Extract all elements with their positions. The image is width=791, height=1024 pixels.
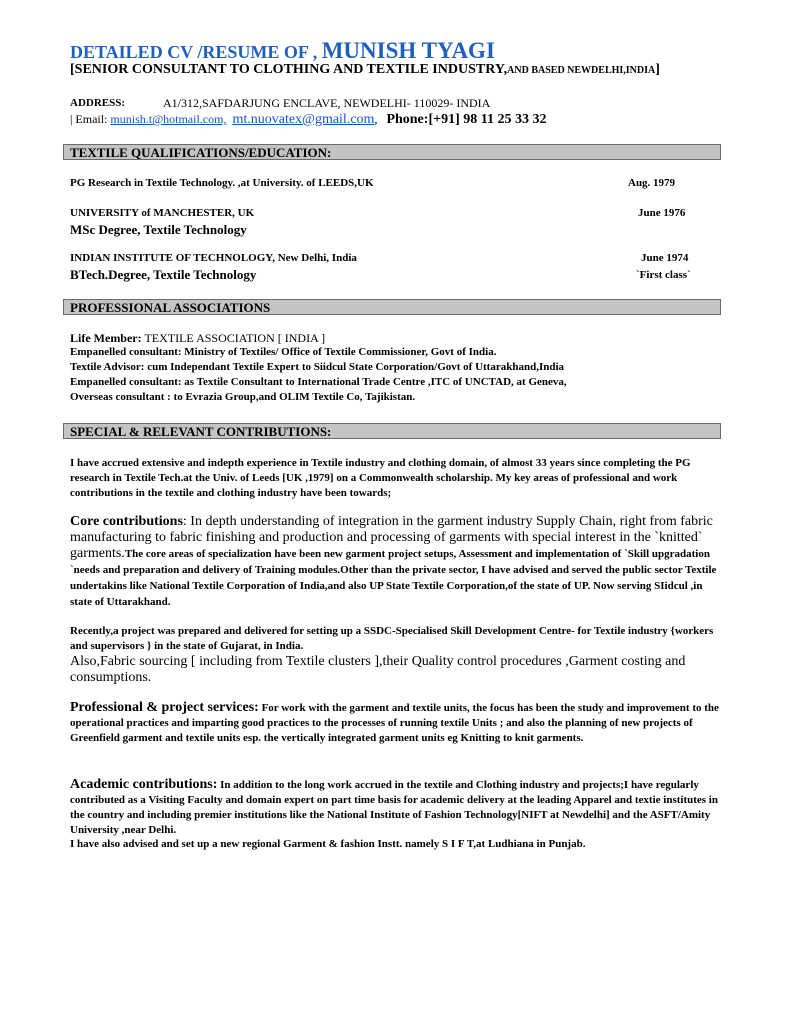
phone: Phone:[+91] 98 11 25 33 32 — [386, 112, 547, 127]
life-member-label: Life Member: — [70, 331, 142, 345]
association-line: Empanelled consultant: Ministry of Textiles/ Office of Textile Commissioner, Govt of India. — [70, 346, 497, 358]
edu-1-line1: PG Research in Textile Technology. ,at University. of LEEDS,UK — [70, 177, 374, 189]
core-label: Core contributions — [70, 514, 183, 529]
edu-2-degree: MSc Degree, Textile Technology — [70, 222, 247, 237]
subtitle-end: ] — [655, 62, 660, 77]
edu-2-line1: UNIVERSITY of MANCHESTER, UK — [70, 207, 255, 219]
email-link-gmail[interactable]: mt.nuovatex@gmail.com — [232, 112, 375, 127]
professional-services — [70, 700, 720, 746]
subtitle — [70, 62, 660, 78]
subtitle-small: AND BASED NEWDELHI,INDIA — [507, 65, 656, 76]
email-label: | Email: — [70, 112, 108, 126]
academic-contributions — [70, 777, 720, 838]
professional-text: For work with the garment and textile units, the focus has been the study and improvement to the operational practices and imparting good practices to the processes of running textile Units ; and also the planning of new projects of Greenfield garment and textile units esp. the vertically integrated garment units eg Knitting to knit garments. — [70, 702, 719, 744]
life-member — [70, 331, 325, 346]
edu-3-line1: INDIAN INSTITUTE OF TECHNOLOGY, New Delhi, India — [70, 252, 357, 264]
page-title — [70, 38, 495, 64]
recent-project: Recently,a project was prepared and delivered for setting up a SSDC-Specialised Skill Development Centre- for Textile industry {workers and supervisors } in the state of Gujarat, in India. — [70, 625, 714, 652]
life-member-value: TEXTILE ASSOCIATION [ INDIA ] — [144, 331, 326, 345]
address-label: ADDRESS: — [70, 97, 126, 109]
section-contributions: SPECIAL & RELEVANT CONTRIBUTIONS: — [63, 423, 721, 439]
edu-3-date: June 1974 — [641, 252, 689, 264]
core-contributions — [70, 514, 720, 610]
core-bold-text: The core areas of specialization have been new garment project setups, Assessment and implementation of `Skill upgradation `needs and preparation and delivery of Training modules.Other than the private sector, I have advised and served the public sector Textile undertakins like National Textile Corporation of India,and also UP State Textile Corporation,of the state of UP. Now serving SIidcul ,in state of Uttarakhand. — [70, 548, 717, 608]
professional-label: Professional & project services: — [70, 700, 259, 715]
email-link-hotmail[interactable]: munish.t@hotmail.com, — [110, 112, 227, 126]
edu-1-date: Aug. 1979 — [628, 177, 676, 189]
section-qualifications: TEXTILE QUALIFICATIONS/EDUCATION: — [63, 144, 721, 160]
core-normal-text: : In depth understanding of integration in the garment industry Supply Chain, right from fabric manufacturing to fabric finishing and production and processing of garments with special interest in the `knitted` garments. — [70, 514, 713, 561]
section-associations: PROFESSIONAL ASSOCIATIONS — [63, 299, 721, 315]
academic-last-line: I have also advised and set up a new regional Garment & fashion Instt. namely S I F T,at Ludhiana in Punjab. — [70, 838, 586, 850]
edu-3-note: `First class` — [636, 269, 691, 281]
candidate-name: MUNISH TYAGI — [321, 38, 495, 63]
edu-2-date: June 1976 — [638, 207, 686, 219]
association-line: Empanelled consultant: as Textile Consultant to International Trade Centre ,ITC of UNCTAD, at Geneva, — [70, 376, 567, 388]
address: A1/312,SAFDARJUNG ENCLAVE, NEWDELHI- 110029- INDIA — [163, 96, 491, 110]
contributions-intro: I have accrued extensive and indepth experience in Textile industry and clothing domain, of almost 33 years since completing the PG research in Textile Tech.at the Univ. of Leeds [UK ,1979] on a Commonwealth scholarship. My key areas of professional and work contributions in the textile and clothing industry have been towards; — [70, 457, 691, 499]
contact-line: | Email: munish.t@hotmail.com, mt.nuovatex@gmail.com, Phone:[+91] 98 11 25 33 32 — [70, 112, 547, 127]
recent-sourcing: Also,Fabric sourcing [ including from Textile clusters ],their Quality control procedures ,Garment costing and consumptions. — [70, 654, 686, 685]
association-line: Textile Advisor: cum Independant Textile Expert to Siidcul State Corporation/Govt of Uttarakhand,India — [70, 361, 565, 373]
academic-label: Academic contributions: — [70, 777, 218, 792]
academic-text: In addition to the long work accrued in the textile and Clothing industry and projects;I have regularly contributed as a Visiting Faculty and domain expert on part time basis for academic delivery at the leading Apparel and textie institutes in the country and including premier institutions like the National Institute of Fashion Technology[NIFT at Newdelhi] and the ASFT/Amity University ,near Delhi. — [70, 779, 718, 836]
subtitle-main: [SENIOR CONSULTANT TO CLOTHING AND TEXTILE INDUSTRY, — [70, 62, 508, 77]
association-line: Overseas consultant : to Evrazia Group,and OLIM Textile Co, Tajikistan. — [70, 391, 416, 403]
edu-3-degree: BTech.Degree, Textile Technology — [70, 267, 257, 282]
title-prefix: DETAILED CV /RESUME OF , — [70, 42, 318, 62]
